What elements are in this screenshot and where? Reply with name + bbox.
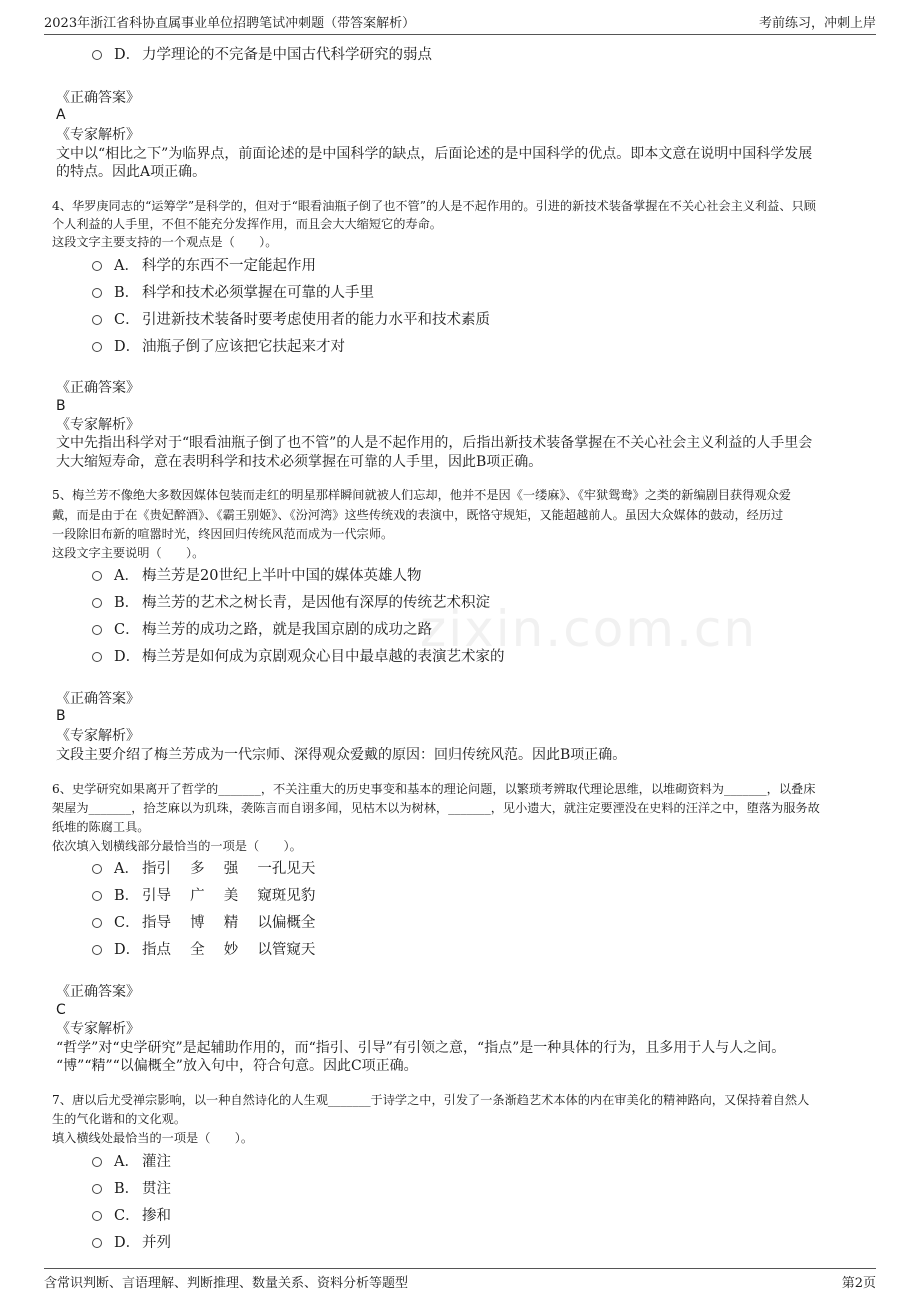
option-letter: D． [114,47,141,63]
radio-icon[interactable] [92,1238,102,1248]
option-text: 指点 全 妙 以管窥天 [142,942,316,958]
radio-icon[interactable] [92,571,102,581]
option-letter: D． [114,339,141,355]
question-stem-line: 7、唐以后尤受禅宗影响，以一种自然诗化的人生观_______于诗学之中，引发了一条渐趋艺术本体的内在审美化的精神路向，又保持着自然人 [52,1093,810,1107]
radio-icon[interactable] [92,945,102,955]
radio-icon[interactable] [92,891,102,901]
option-letter: D． [114,649,141,665]
radio-icon[interactable] [92,1157,102,1167]
question-stem-line: 5、梅兰芳不像绝大多数因媒体包装而走红的明星那样瞬间就被人们忘却，他并不是因《一缕麻》、《牢狱鸳鸯》之类的新编剧目获得观众爱 [52,488,791,502]
option-letter: C． [114,915,140,931]
option-letter: C． [114,1208,140,1224]
footer-topics: 含常识判断、言语理解、判断推理、数量关系、资料分析等题型 [44,1276,409,1291]
option-letter: A． [114,258,139,274]
radio-icon[interactable] [92,918,102,928]
question-stem-line: 6、史学研究如果离开了哲学的_______，不关注重大的历史事变和基本的理论问题，以繁琐考辨取代理论思维，以堆砌资料为_______，以叠床 [52,782,816,796]
option-text: 指导 博 精 以偏概全 [142,915,316,931]
analysis-line: 文中以“相比之下”为临界点，前面论述的是中国科学的缺点，后面论述的是中国科学的优点。即本文意在说明中国科学发展 [56,146,813,162]
question-stem-line: 纸堆的陈腐工具。 [52,820,150,834]
option-text: 引进新技术装备时要考虑使用者的能力水平和技术素质 [142,312,490,328]
option-text: 油瓶子倒了应该把它扶起来才对 [142,339,345,355]
radio-icon[interactable] [92,598,102,608]
correct-answer-value: B [56,708,66,724]
question-stem-line: 一段除旧布新的喧嚣时光，终因回归传统风范而成为一代宗师。 [52,527,394,541]
radio-icon[interactable] [92,288,102,298]
question-stem-line: 4、华罗庚同志的“运筹学”是科学的，但对于“眼看油瓶子倒了也不管”的人是不起作用的。引进的新技术装备掌握在不关心社会主义利益、只顾 [52,199,816,213]
option-text: 科学和技术必须掌握在可靠的人手里 [142,285,374,301]
option-text: 梅兰芳的艺术之树长青，是因他有深厚的传统艺术积淀 [142,595,490,611]
question-prompt: 这段文字主要说明（ ）。 [52,546,205,560]
correct-answer-value: A [56,107,66,123]
footer-divider [44,1268,876,1269]
analysis-line: 文中先指出科学对于“眼看油瓶子倒了也不管”的人是不起作用的，后指出新技术装备掌握在不关心社会主义利益的人手里会 [56,435,813,451]
analysis-line: 的特点。因此A项正确。 [56,164,207,180]
analysis-line: “哲学”对“史学研究”是起辅助作用的，而“指引、引导”有引领之意，“指点”是一种具体的行为，且多用于人与人之间。 [56,1040,786,1056]
option-letter: A． [114,568,139,584]
question-stem-line: 架屋为_______，拾芝麻以为玑珠，袭陈言而自诩多闻，见枯木以为树林，_______，见小遗大，就注定要湮没在史料的汪洋之中，堕落为服务故 [52,801,820,815]
option-letter: B． [114,888,140,904]
option-letter: B． [114,595,140,611]
radio-icon[interactable] [92,1184,102,1194]
question-stem-line: 生的气化谐和的文化观。 [52,1112,187,1126]
question-prompt: 填入横线处最恰当的一项是（ ）。 [52,1131,254,1145]
radio-icon[interactable] [92,625,102,635]
expert-analysis-label: 《专家解析》 [56,127,140,143]
question-prompt: 这段文字主要支持的一个观点是（ ）。 [52,235,278,249]
option-letter: B． [114,285,140,301]
option-text: 力学理论的不完备是中国古代科学研究的弱点 [142,47,432,63]
option-text: 掺和 [142,1208,171,1224]
correct-answer-value: B [56,398,66,414]
option-letter: A． [114,861,139,877]
option-text: 科学的东西不一定能起作用 [142,258,316,274]
option-letter: C． [114,622,140,638]
option-letter: D． [114,942,141,958]
option-text: 梅兰芳是20世纪上半叶中国的媒体英雄人物 [142,568,422,584]
option-text: 指引 多 强 一孔见天 [142,861,316,877]
expert-analysis-label: 《专家解析》 [56,417,140,433]
radio-icon[interactable] [92,342,102,352]
correct-answer-label: 《正确答案》 [56,90,140,106]
analysis-line: 文段主要介绍了梅兰芳成为一代宗师、深得观众爱戴的原因：回归传统风范。因此B项正确。 [56,747,627,763]
option-text: 贯注 [142,1181,171,1197]
analysis-line: 大大缩短寿命，意在表明科学和技术必须掌握在可靠的人手里，因此B项正确。 [56,454,543,470]
option-letter: B． [114,1181,140,1197]
option-text: 灌注 [142,1154,171,1170]
header-divider [44,34,876,35]
question-stem-line: 个人利益的人手里，不但不能充分发挥作用，而且会大大缩短它的寿命。 [52,217,442,231]
option-text: 引导 广 美 窥斑见豹 [142,888,316,904]
page-header [0,0,920,36]
radio-icon[interactable] [92,652,102,662]
option-letter: C． [114,312,140,328]
correct-answer-value: C [56,1002,66,1018]
question-stem-line: 戴，而是由于在《贵妃醉酒》、《霸王别姬》、《汾河湾》这些传统戏的表演中，既恪守规矩，又能超越前人。虽因大众媒体的鼓动，经历过 [52,508,784,522]
page-number: 第2页 [841,1276,876,1291]
question-prompt: 依次填入划横线部分最恰当的一项是（ ）。 [52,839,302,853]
radio-icon[interactable] [92,1211,102,1221]
expert-analysis-label: 《专家解析》 [56,1021,140,1037]
correct-answer-label: 《正确答案》 [56,691,140,707]
option-text: 梅兰芳是如何成为京剧观众心目中最卓越的表演艺术家的 [142,649,505,665]
option-text: 并列 [142,1235,171,1251]
option-letter: A． [114,1154,139,1170]
watermark: zixin.com.cn [420,600,758,658]
option-letter: D． [114,1235,141,1251]
option-text: 梅兰芳的成功之路，就是我国京剧的成功之路 [142,622,432,638]
radio-icon[interactable] [92,261,102,271]
document-title: 2023年浙江省科协直属事业单位招聘笔试冲刺题（带答案解析） [44,16,416,31]
correct-answer-label: 《正确答案》 [56,380,140,396]
radio-icon[interactable] [92,315,102,325]
expert-analysis-label: 《专家解析》 [56,728,140,744]
radio-icon[interactable] [92,50,102,60]
analysis-line: “博”“精”“以偏概全”放入句中，符合句意。因此C项正确。 [56,1058,418,1074]
correct-answer-label: 《正确答案》 [56,984,140,1000]
radio-icon[interactable] [92,864,102,874]
header-slogan: 考前练习，冲刺上岸 [758,16,876,31]
